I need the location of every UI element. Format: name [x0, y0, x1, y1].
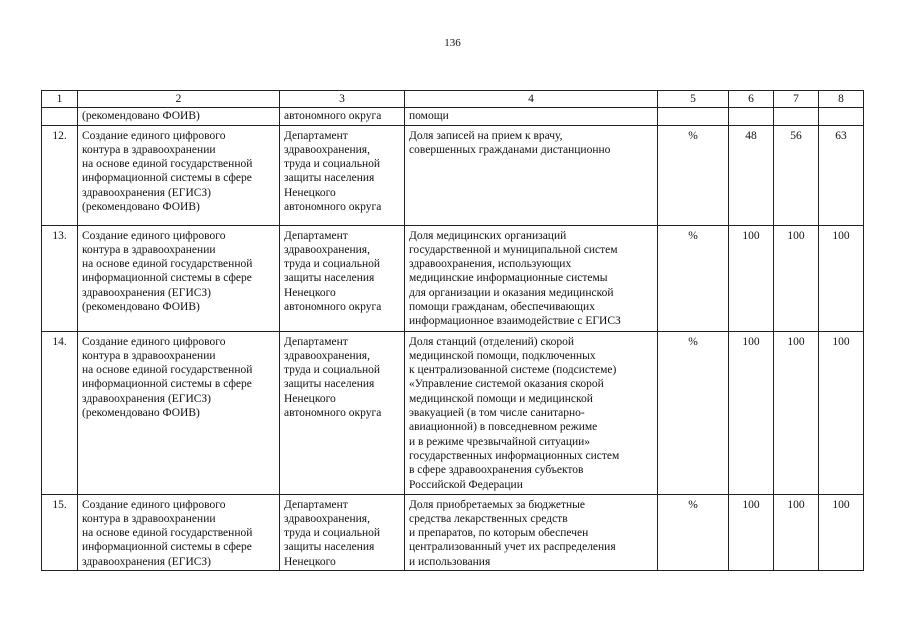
cell-value-6 [729, 108, 774, 125]
cell-executor: Департамент здравоохранения, труда и социальной защиты населения Ненецкого автономного округа [280, 125, 405, 225]
cell-value-7 [774, 108, 819, 125]
cell-unit: % [658, 225, 729, 331]
continuation-row [42, 108, 864, 125]
cell-executor: автономного округа [280, 108, 405, 125]
cell-num: 13. [42, 225, 78, 331]
page-number: 136 [444, 37, 461, 49]
cell-num: 15. [42, 494, 78, 570]
cell-indicator: Доля станций (отделений) скорой медицинской помощи, подключенных к централизованной системе (подсистеме) «Управление системой оказания скорой медицинской помощи и медицинской эвакуацией (в том числе санитарно- авиационной) в повседневном режиме и в режиме чрезвычайной ситуации» государственных информационных систем в сфере здравоохранения субъектов Российской Федерации [405, 331, 658, 494]
cell-project: Создание единого цифрового контура в здравоохранении на основе единой государственной информационной системы в сфере здравоохранения (ЕГИСЗ) (рекомендовано ФОИВ) [78, 225, 280, 331]
cell-value-8: 63 [819, 125, 864, 225]
table-row [42, 331, 864, 494]
cell-num: 12. [42, 125, 78, 225]
table-row [42, 494, 864, 570]
cell-executor: Департамент здравоохранения, труда и социальной защиты населения Ненецкого автономного округа [280, 225, 405, 331]
column-number-7: 7 [774, 91, 819, 108]
cell-value-7: 100 [774, 331, 819, 494]
cell-value-7: 100 [774, 225, 819, 331]
indicators-table [41, 90, 864, 571]
cell-num: 14. [42, 331, 78, 494]
cell-value-8: 100 [819, 494, 864, 570]
cell-num [42, 108, 78, 125]
cell-value-8 [819, 108, 864, 125]
column-number-header-row [42, 91, 864, 108]
cell-indicator: Доля медицинских организаций государственной и муниципальной систем здравоохранения, использующих медицинские информационные системы для организации и оказания медицинской помощи гражданам, обеспечивающих информационное взаимодействие с ЕГИСЗ [405, 225, 658, 331]
table-row [42, 225, 864, 331]
cell-executor: Департамент здравоохранения, труда и социальной защиты населения Ненецкого [280, 494, 405, 570]
cell-indicator: помощи [405, 108, 658, 125]
column-number-4: 4 [405, 91, 658, 108]
cell-unit: % [658, 331, 729, 494]
cell-unit: % [658, 494, 729, 570]
cell-value-7: 100 [774, 494, 819, 570]
cell-project: Создание единого цифрового контура в здравоохранении на основе единой государственной информационной системы в сфере здравоохранения (ЕГИСЗ) [78, 494, 280, 570]
cell-indicator: Доля приобретаемых за бюджетные средства лекарственных средств и препаратов, по которым обеспечен централизованный учет их распределения и использования [405, 494, 658, 570]
cell-value-8: 100 [819, 225, 864, 331]
column-number-8: 8 [819, 91, 864, 108]
column-number-6: 6 [729, 91, 774, 108]
cell-value-7: 56 [774, 125, 819, 225]
column-number-2: 2 [78, 91, 280, 108]
cell-project: Создание единого цифрового контура в здравоохранении на основе единой государственной информационной системы в сфере здравоохранения (ЕГИСЗ) (рекомендовано ФОИВ) [78, 125, 280, 225]
cell-executor: Департамент здравоохранения, труда и социальной защиты населения Ненецкого автономного округа [280, 331, 405, 494]
cell-value-6: 100 [729, 225, 774, 331]
column-number-3: 3 [280, 91, 405, 108]
cell-unit [658, 108, 729, 125]
cell-project: (рекомендовано ФОИВ) [78, 108, 280, 125]
cell-indicator: Доля записей на прием к врачу, совершенных гражданами дистанционно [405, 125, 658, 225]
cell-value-6: 48 [729, 125, 774, 225]
table-row [42, 125, 864, 225]
column-number-5: 5 [658, 91, 729, 108]
column-number-1: 1 [42, 91, 78, 108]
cell-value-6: 100 [729, 494, 774, 570]
cell-value-6: 100 [729, 331, 774, 494]
cell-unit: % [658, 125, 729, 225]
cell-value-8: 100 [819, 331, 864, 494]
cell-project: Создание единого цифрового контура в здравоохранении на основе единой государственной информационной системы в сфере здравоохранения (ЕГИСЗ) (рекомендовано ФОИВ) [78, 331, 280, 494]
